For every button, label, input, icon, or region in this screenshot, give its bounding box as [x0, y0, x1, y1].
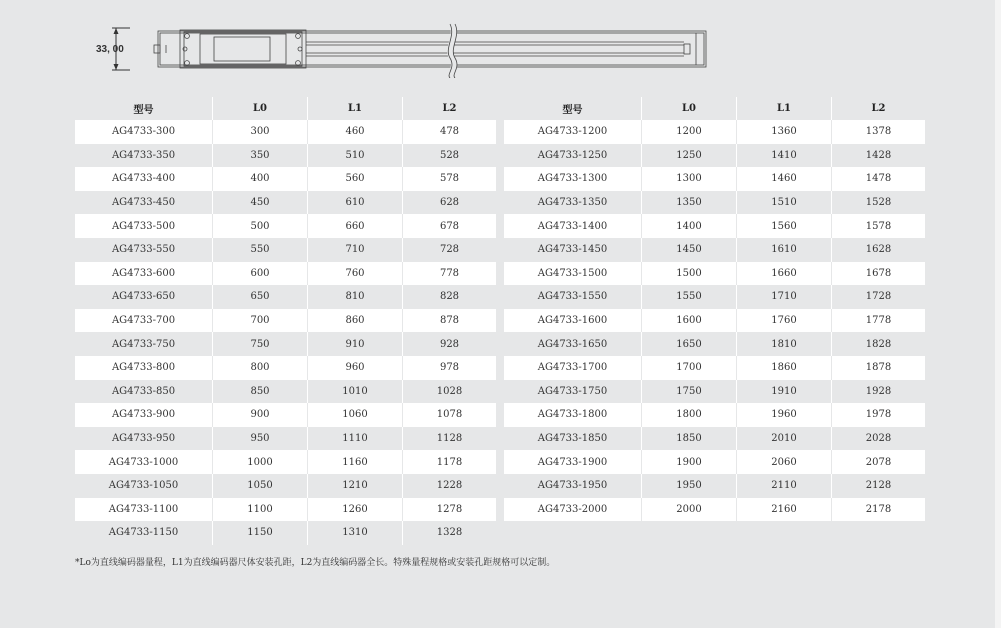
- cell-model: AG4733-1100: [75, 498, 213, 522]
- cell-model: AG4733-700: [75, 309, 213, 333]
- cell-model: AG4733-1900: [504, 450, 642, 474]
- cell-model: AG4733-550: [75, 238, 213, 262]
- table-row: [504, 191, 925, 215]
- cell-l1: 1260: [308, 498, 403, 522]
- cell-model: AG4733-1400: [504, 214, 642, 238]
- cell-model: AG4733-1800: [504, 403, 642, 427]
- cell-l2: 2128: [832, 474, 925, 498]
- cell-l1: 1710: [737, 285, 832, 309]
- cell-l0: 1000: [213, 450, 308, 474]
- table-header-row: [504, 97, 925, 120]
- cell-model: AG4733-1150: [75, 521, 213, 545]
- cell-l2: 1228: [403, 474, 496, 498]
- cell-l0: 1750: [642, 380, 737, 404]
- encoder-technical-drawing: [96, 22, 716, 78]
- cell-l2: 1028: [403, 380, 496, 404]
- height-dimension-label: 33, 00: [96, 44, 124, 55]
- cell-l2: 828: [403, 285, 496, 309]
- cell-l1: 610: [308, 191, 403, 215]
- cell-l1: 1410: [737, 144, 832, 168]
- cell-model: AG4733-300: [75, 120, 213, 144]
- table-row: [75, 521, 496, 545]
- cell-l1: 510: [308, 144, 403, 168]
- cell-l0: 1300: [642, 167, 737, 191]
- cell-l2: 1728: [832, 285, 925, 309]
- cell-model: AG4733-1200: [504, 120, 642, 144]
- cell-l0: 2000: [642, 498, 737, 522]
- cell-l0: 700: [213, 309, 308, 333]
- table-row: [504, 403, 925, 427]
- cell-model: AG4733-450: [75, 191, 213, 215]
- cell-l0: 900: [213, 403, 308, 427]
- cell-model: AG4733-400: [75, 167, 213, 191]
- table-row: [504, 450, 925, 474]
- header-l0: L0: [642, 97, 737, 120]
- cell-l1: 860: [308, 309, 403, 333]
- cell-l0: 1400: [642, 214, 737, 238]
- cell-model: AG4733-1250: [504, 144, 642, 168]
- table-row: [75, 214, 496, 238]
- header-l1: L1: [308, 97, 403, 120]
- cell-l1: 560: [308, 167, 403, 191]
- header-l2: L2: [442, 103, 457, 114]
- cell-l1: 1610: [737, 238, 832, 262]
- cell-l1: 1960: [737, 403, 832, 427]
- cell-l0: 350: [213, 144, 308, 168]
- cell-l1: 1860: [737, 356, 832, 380]
- cell-l1: 1810: [737, 332, 832, 356]
- cell-l2: 2078: [832, 450, 925, 474]
- table-row: [75, 427, 496, 451]
- cell-l2: 478: [403, 120, 496, 144]
- cell-model: AG4733-1000: [75, 450, 213, 474]
- cell-l1: 2110: [737, 474, 832, 498]
- table-row: [75, 120, 496, 144]
- cell-l0: 1850: [642, 427, 737, 451]
- table-row: [504, 356, 925, 380]
- cell-l2: 628: [403, 191, 496, 215]
- header-model: 型号: [504, 97, 642, 120]
- cell-model: AG4733-1450: [504, 238, 642, 262]
- cell-model: AG4733-850: [75, 380, 213, 404]
- model-spec-table-right: [504, 97, 925, 521]
- cell-model: AG4733-1300: [504, 167, 642, 191]
- cell-l0: 850: [213, 380, 308, 404]
- cell-l0: 300: [213, 120, 308, 144]
- cell-l2: 678: [403, 214, 496, 238]
- cell-l1: 1360: [737, 120, 832, 144]
- table-row: [504, 214, 925, 238]
- table-row: [75, 309, 496, 333]
- cell-model: AG4733-2000: [504, 498, 642, 522]
- table-row: [504, 262, 925, 286]
- cell-l2: 928: [403, 332, 496, 356]
- table-row: [75, 474, 496, 498]
- cell-l1: 460: [308, 120, 403, 144]
- page-edge: [995, 0, 1001, 628]
- cell-l2: 1528: [832, 191, 925, 215]
- table-row: [504, 380, 925, 404]
- cell-l0: 1150: [213, 521, 308, 545]
- cell-l0: 450: [213, 191, 308, 215]
- cell-l1: 1210: [308, 474, 403, 498]
- cell-l1: 710: [308, 238, 403, 262]
- table-row: [504, 120, 925, 144]
- cell-l2: 1778: [832, 309, 925, 333]
- table-row: [75, 285, 496, 309]
- cell-l0: 400: [213, 167, 308, 191]
- cell-l2: 1478: [832, 167, 925, 191]
- cell-l0: 800: [213, 356, 308, 380]
- cell-l1: 810: [308, 285, 403, 309]
- cell-model: AG4733-500: [75, 214, 213, 238]
- cell-model: AG4733-800: [75, 356, 213, 380]
- cell-l2: 728: [403, 238, 496, 262]
- table-row: [75, 403, 496, 427]
- header-model: 型号: [75, 97, 213, 120]
- cell-l0: 1900: [642, 450, 737, 474]
- cell-l1: 1160: [308, 450, 403, 474]
- cell-model: AG4733-1700: [504, 356, 642, 380]
- table-row: [504, 167, 925, 191]
- cell-l0: 1500: [642, 262, 737, 286]
- cell-l2: 1378: [832, 120, 925, 144]
- cell-model: AG4733-1650: [504, 332, 642, 356]
- cell-l0: 1550: [642, 285, 737, 309]
- table-row: [75, 191, 496, 215]
- cell-l1: 2060: [737, 450, 832, 474]
- cell-l1: 660: [308, 214, 403, 238]
- table-row: [75, 167, 496, 191]
- cell-l2: 1278: [403, 498, 496, 522]
- cell-l1: 760: [308, 262, 403, 286]
- cell-l2: 1328: [403, 521, 496, 545]
- table-row: [75, 332, 496, 356]
- cell-l0: 500: [213, 214, 308, 238]
- table-row: [75, 144, 496, 168]
- cell-model: AG4733-1350: [504, 191, 642, 215]
- cell-l2: 1128: [403, 427, 496, 451]
- table-row: [504, 427, 925, 451]
- table-row: [75, 380, 496, 404]
- cell-model: AG4733-1600: [504, 309, 642, 333]
- cell-l0: 650: [213, 285, 308, 309]
- cell-l2: 1428: [832, 144, 925, 168]
- header-l1: L1: [737, 97, 832, 120]
- cell-l1: 1110: [308, 427, 403, 451]
- cell-l1: 1910: [737, 380, 832, 404]
- cell-l1: 1010: [308, 380, 403, 404]
- table-row: [75, 450, 496, 474]
- cell-l1: 1460: [737, 167, 832, 191]
- cell-model: AG4733-1500: [504, 262, 642, 286]
- table-row: [504, 474, 925, 498]
- table-row: [75, 356, 496, 380]
- cell-l0: 950: [213, 427, 308, 451]
- cell-l2: 1628: [832, 238, 925, 262]
- cell-l2: 2178: [832, 498, 925, 522]
- cell-l2: 978: [403, 356, 496, 380]
- cell-l1: 1510: [737, 191, 832, 215]
- cell-l2: 578: [403, 167, 496, 191]
- cell-model: AG4733-950: [75, 427, 213, 451]
- table-row: [504, 285, 925, 309]
- cell-l0: 1200: [642, 120, 737, 144]
- cell-l2: 528: [403, 144, 496, 168]
- cell-l2: 1928: [832, 380, 925, 404]
- cell-l0: 1250: [642, 144, 737, 168]
- cell-l0: 550: [213, 238, 308, 262]
- cell-l2: 878: [403, 309, 496, 333]
- cell-model: AG4733-1750: [504, 380, 642, 404]
- cell-l2: 1878: [832, 356, 925, 380]
- cell-l0: 1950: [642, 474, 737, 498]
- cell-l2: 1178: [403, 450, 496, 474]
- table-row: [504, 332, 925, 356]
- cell-model: AG4733-750: [75, 332, 213, 356]
- header-l2: L2: [871, 103, 886, 114]
- cell-l1: 1060: [308, 403, 403, 427]
- cell-l1: 1560: [737, 214, 832, 238]
- cell-model: AG4733-1950: [504, 474, 642, 498]
- cell-l0: 1700: [642, 356, 737, 380]
- cell-model: AG4733-1050: [75, 474, 213, 498]
- cell-l1: 1760: [737, 309, 832, 333]
- table-header-row: [75, 97, 496, 120]
- cell-l0: 1800: [642, 403, 737, 427]
- cell-l0: 750: [213, 332, 308, 356]
- cell-l2: 1978: [832, 403, 925, 427]
- cell-l1: 1660: [737, 262, 832, 286]
- cell-model: AG4733-600: [75, 262, 213, 286]
- cell-l2: 1078: [403, 403, 496, 427]
- cell-l1: 910: [308, 332, 403, 356]
- cell-l2: 1578: [832, 214, 925, 238]
- cell-l0: 1600: [642, 309, 737, 333]
- cell-l1: 1310: [308, 521, 403, 545]
- cell-l2: 1678: [832, 262, 925, 286]
- cell-l0: 1100: [213, 498, 308, 522]
- table-row: [75, 262, 496, 286]
- cell-l0: 1450: [642, 238, 737, 262]
- table-row: [75, 238, 496, 262]
- cell-l1: 2010: [737, 427, 832, 451]
- cell-l1: 2160: [737, 498, 832, 522]
- cell-model: AG4733-650: [75, 285, 213, 309]
- cell-l2: 778: [403, 262, 496, 286]
- cell-l0: 600: [213, 262, 308, 286]
- footnote: *Lo为直线编码器量程，L1为直线编码器尺体安装孔距，L2为直线编码器全长。特殊量程规格或安装孔距规格可以定制。: [75, 558, 556, 568]
- model-spec-table-left: [75, 97, 496, 545]
- cell-model: AG4733-1550: [504, 285, 642, 309]
- table-row: [75, 498, 496, 522]
- cell-l2: 1828: [832, 332, 925, 356]
- table-row: [504, 498, 925, 522]
- cell-l2: 2028: [832, 427, 925, 451]
- header-l0: L0: [213, 97, 308, 120]
- cell-model: AG4733-900: [75, 403, 213, 427]
- cell-model: AG4733-1850: [504, 427, 642, 451]
- cell-model: AG4733-350: [75, 144, 213, 168]
- cell-l1: 960: [308, 356, 403, 380]
- cell-l0: 1350: [642, 191, 737, 215]
- table-row: [504, 144, 925, 168]
- table-row: [504, 309, 925, 333]
- table-row: [504, 238, 925, 262]
- cell-l0: 1050: [213, 474, 308, 498]
- cell-l0: 1650: [642, 332, 737, 356]
